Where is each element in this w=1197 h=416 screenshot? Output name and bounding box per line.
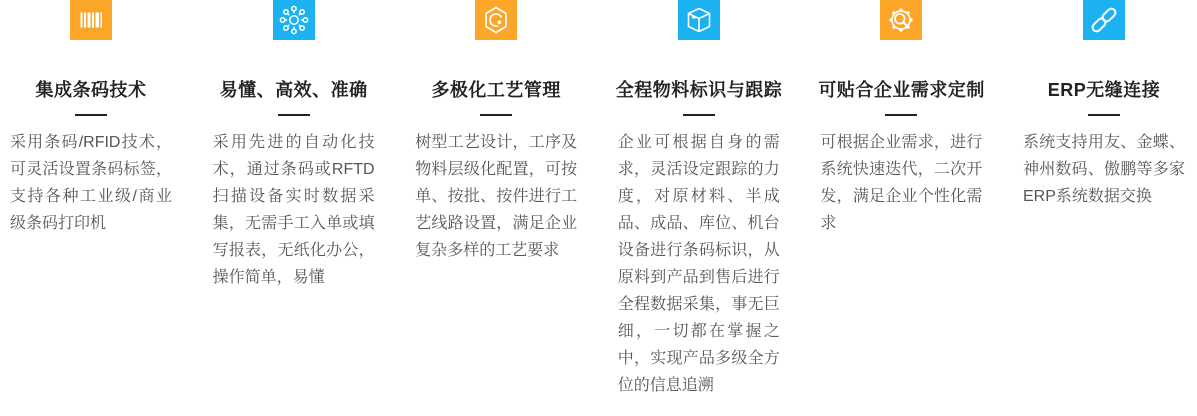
feature-description: 企业可根据自身的需求，灵活设定跟踪的力度，对原材料、半成品、成品、库位、机台设备进行条码标识，从原料到产品到售后进行全程数据采集，事无巨细，一切都在掌握之中，实现产品多级全方位的信息追溯	[617, 134, 780, 394]
feature-description: 系统支持用友、金蝶、神州数码、傲鹏等多家ERP系统数据交换	[1022, 134, 1185, 205]
feature-card-customization	[818, 0, 984, 399]
cube-icon	[678, 0, 720, 40]
network-hub-icon	[273, 0, 315, 40]
feature-description: 采用先进的自动化技术，通过条码或RFTD扫描设备实时数据采集，无需手工入单或填写报表，无纸化办公，操作简单，易懂	[212, 134, 375, 286]
feature-card-barcode	[8, 0, 174, 399]
feature-title: 可贴合企业需求定制	[818, 80, 985, 100]
feature-description: 采用条码/RFID技术，可灵活设置条码标签，支持各种工业级/商业级条码打印机	[10, 134, 172, 232]
title-divider	[683, 114, 715, 116]
feature-title: 集成条码技术	[35, 80, 147, 100]
feature-card-tracking	[616, 0, 782, 399]
feature-description: 可根据企业需求，进行系统快速迭代，二次开发，满足企业个性化需求	[820, 134, 983, 232]
hexagon-process-icon	[475, 0, 517, 40]
title-divider	[1088, 114, 1120, 116]
title-divider	[480, 114, 512, 116]
feature-title: ERP无缝连接	[1047, 80, 1161, 100]
title-divider	[885, 114, 917, 116]
feature-title: 易懂、高效、准确	[219, 80, 368, 100]
feature-card-automation	[211, 0, 377, 399]
title-divider	[75, 114, 107, 116]
barcode-icon	[70, 0, 112, 40]
feature-card-erp	[1021, 0, 1187, 399]
gear-magnifier-icon	[880, 0, 922, 40]
feature-description: 树型工艺设计，工序及物料层级化配置，可按单、按批、按件进行工艺线路设置，满足企业复杂多样的工艺要求	[415, 134, 578, 259]
link-icon	[1083, 0, 1125, 40]
feature-title: 全程物料标识与跟踪	[615, 80, 783, 100]
feature-title: 多极化工艺管理	[431, 80, 561, 100]
feature-card-process	[413, 0, 579, 399]
title-divider	[278, 114, 310, 116]
